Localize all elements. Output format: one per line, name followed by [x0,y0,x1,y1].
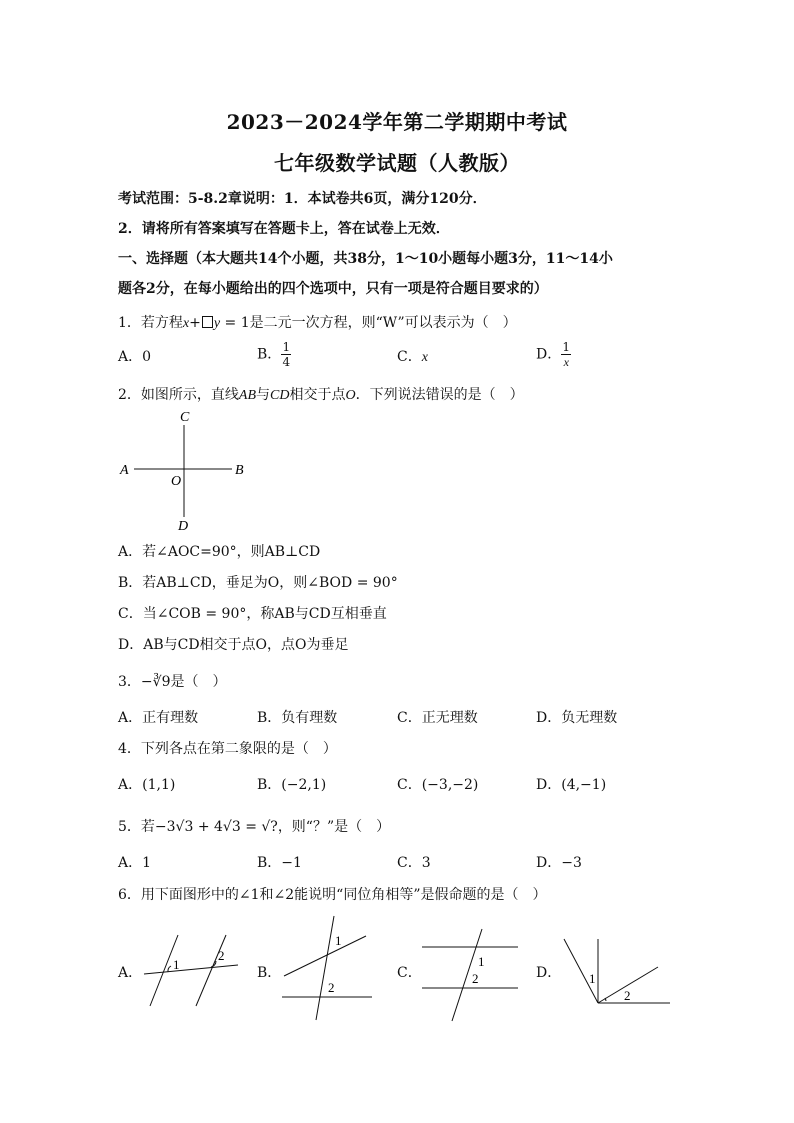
question-6-option-d-label: D． [536,965,562,981]
question-5-option-b: B．−1 [257,855,302,871]
question-6-figure-d [556,935,676,1011]
label-b: B [235,463,244,478]
question-1-option-c: C．x [397,349,428,365]
fraction: $\frac{1}{4}$ [282,340,291,369]
question-5-stem: 5．若−3√3 + 4√3 = √?，则“？”是（ ） [118,819,391,835]
label-o: O [171,474,182,489]
question-3-stem: 3．−∛9是（ ） [118,674,227,690]
question-2-option-a: A．若∠AOC=90°，则AB⊥CD [118,544,321,560]
question-2-option-b: B．若AB⊥CD，垂足为O，则∠BOD = 90° [118,575,398,591]
question-1-stem: 1．若方程x+ y = 1是二元一次方程，则“W”可以表示为（ ） [118,315,517,331]
question-4-option-d: D．(4,−1) [536,777,607,793]
question-6-option-a-label: A． [118,965,143,981]
transversal [144,965,238,974]
question-1-option-a: A．0 [118,349,152,365]
question-3-option-b: B．负有理数 [257,710,338,726]
question-2-option-d: D．AB与CD相交于点O，点O为垂足 [118,637,349,653]
angle-label-2: 2 [624,988,631,1003]
angle-label-1: 1 [478,954,485,969]
question-6-option-b-label: B． [257,965,282,981]
angle-label-2: 2 [218,948,225,963]
label-d: D [178,519,189,534]
question-6-figure-b [278,912,378,1024]
section-heading-line2: 题各2分，在每小题给出的四个选项中，只有一项是符合题目要求的） [118,281,548,297]
question-4-stem: 4．下列各点在第二象限的是（ ） [118,741,337,757]
question-3-option-c: C．正无理数 [397,710,478,726]
question-4-option-b: B．(−2,1) [257,777,327,793]
angle-label-1: 1 [589,971,596,986]
question-5-option-a: A．1 [118,855,152,871]
question-2-stem: 2．如图所示，直线AB与CD相交于点O．下列说法错误的是（ ） [118,387,524,403]
question-3-option-d: D．负无理数 [536,710,618,726]
question-4-option-c: C．(−3,−2) [397,777,479,793]
angle-label-2: 2 [472,971,479,986]
question-5-option-d: D．−3 [536,855,582,871]
question-3-option-a: A．正有理数 [118,710,199,726]
intersecting-lines-figure [118,405,258,535]
question-5-option-c: C．3 [397,855,431,871]
question-2-option-c: C．当∠COB = 90°，称AB与CD互相垂直 [118,606,387,622]
question-6-stem: 6．用下面图形中的∠1和∠2能说明“同位角相等”是假命题的是（ ） [118,887,547,903]
transversal [316,916,334,1020]
angle-label-2: 2 [328,980,335,995]
angle-label-1: 1 [335,933,342,948]
label-a: A [120,463,129,478]
question-6-figure-a [138,930,244,1010]
fraction: $\frac{1}{x}$ [562,340,571,369]
line-right [196,935,226,1006]
section-heading-line1: 一、选择题（本大题共14个小题，共38分，1～10小题每小题3分，11～14小 [118,251,613,267]
question-1-option-d: D． $\frac{1}{x}$ [536,340,571,369]
exam-note: 2．请将所有答案填写在答题卡上，答在试卷上无效． [118,221,450,237]
question-6-figure-c [418,925,522,1025]
question-4-option-a: A．(1,1) [118,777,176,793]
question-6-option-c-label: C． [397,965,422,981]
angle-label-1: 1 [173,957,180,972]
question-1-option-b: B． $\frac{1}{4}$ [257,340,291,369]
placeholder-box-icon [202,316,213,328]
exam-range: 考试范围：5-8.2章说明：1．本试卷共6页，满分120分． [118,191,487,207]
label-c: C [180,410,190,425]
exam-subtitle: 七年级数学试题（人教版） [274,151,520,175]
exam-title: 2023－2024学年第二学期期中考试 [226,110,568,134]
